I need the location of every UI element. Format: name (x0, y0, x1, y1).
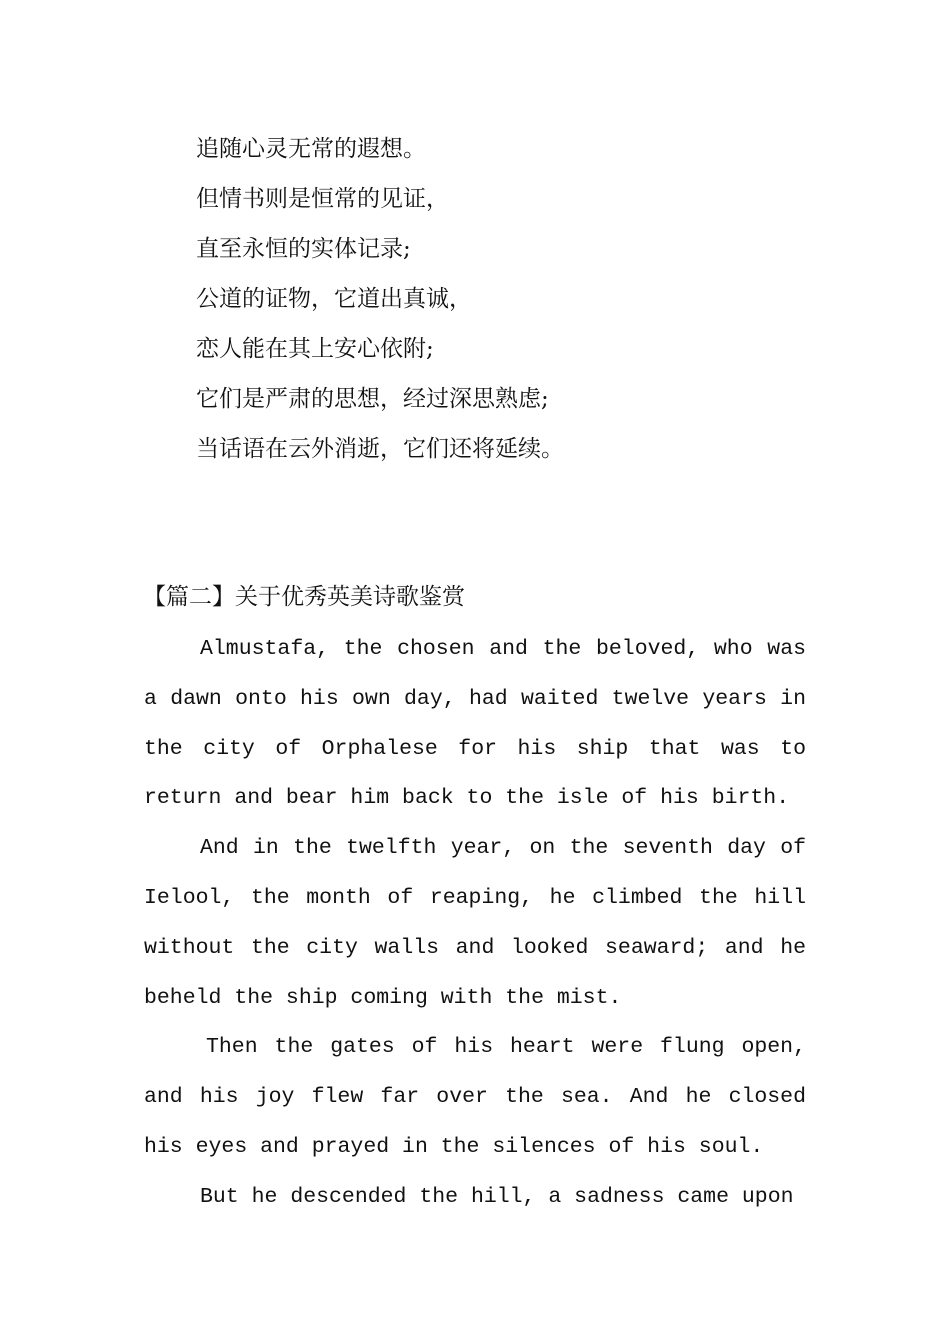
prose-paragraph: And in the twelfth year, on the seventh day of Ielool, the month of reaping, he climbed the hill without the city walls and looked seaward; and he beheld the ship coming with the mist. (144, 836, 806, 1010)
poem-line: 但情书则是恒常的见证， (196, 186, 449, 212)
poem-line: 直至永恒的实体记录; (196, 236, 411, 262)
poem-line: 它们是严肃的思想，经过深思熟虑; (196, 386, 549, 412)
prose-block (144, 625, 806, 1223)
poem-line: 追随心灵无常的遐想。 (196, 136, 426, 162)
section-heading: 【篇二】关于优秀英美诗歌鉴赏 (143, 584, 465, 610)
poem-line: 当话语在云外消逝，它们还将延续。 (196, 436, 564, 462)
prose-paragraph: Then the gates of his heart were flung open, and his joy flew far over the sea. And he closed his eyes and prayed in the silences of his soul. (144, 1035, 806, 1159)
prose-paragraph: But he descended the hill, a sadness came upon (200, 1184, 794, 1209)
prose-paragraph: Almustafa, the chosen and the beloved, who was a dawn onto his own day, had waited twelve years in the city of Orphalese for his ship that was to return and bear him back to the isle of his birth. (144, 637, 806, 811)
poem-block (196, 127, 836, 477)
poem-line: 公道的证物，它道出真诚， (196, 286, 472, 312)
poem-line: 恋人能在其上安心依附; (196, 336, 434, 362)
